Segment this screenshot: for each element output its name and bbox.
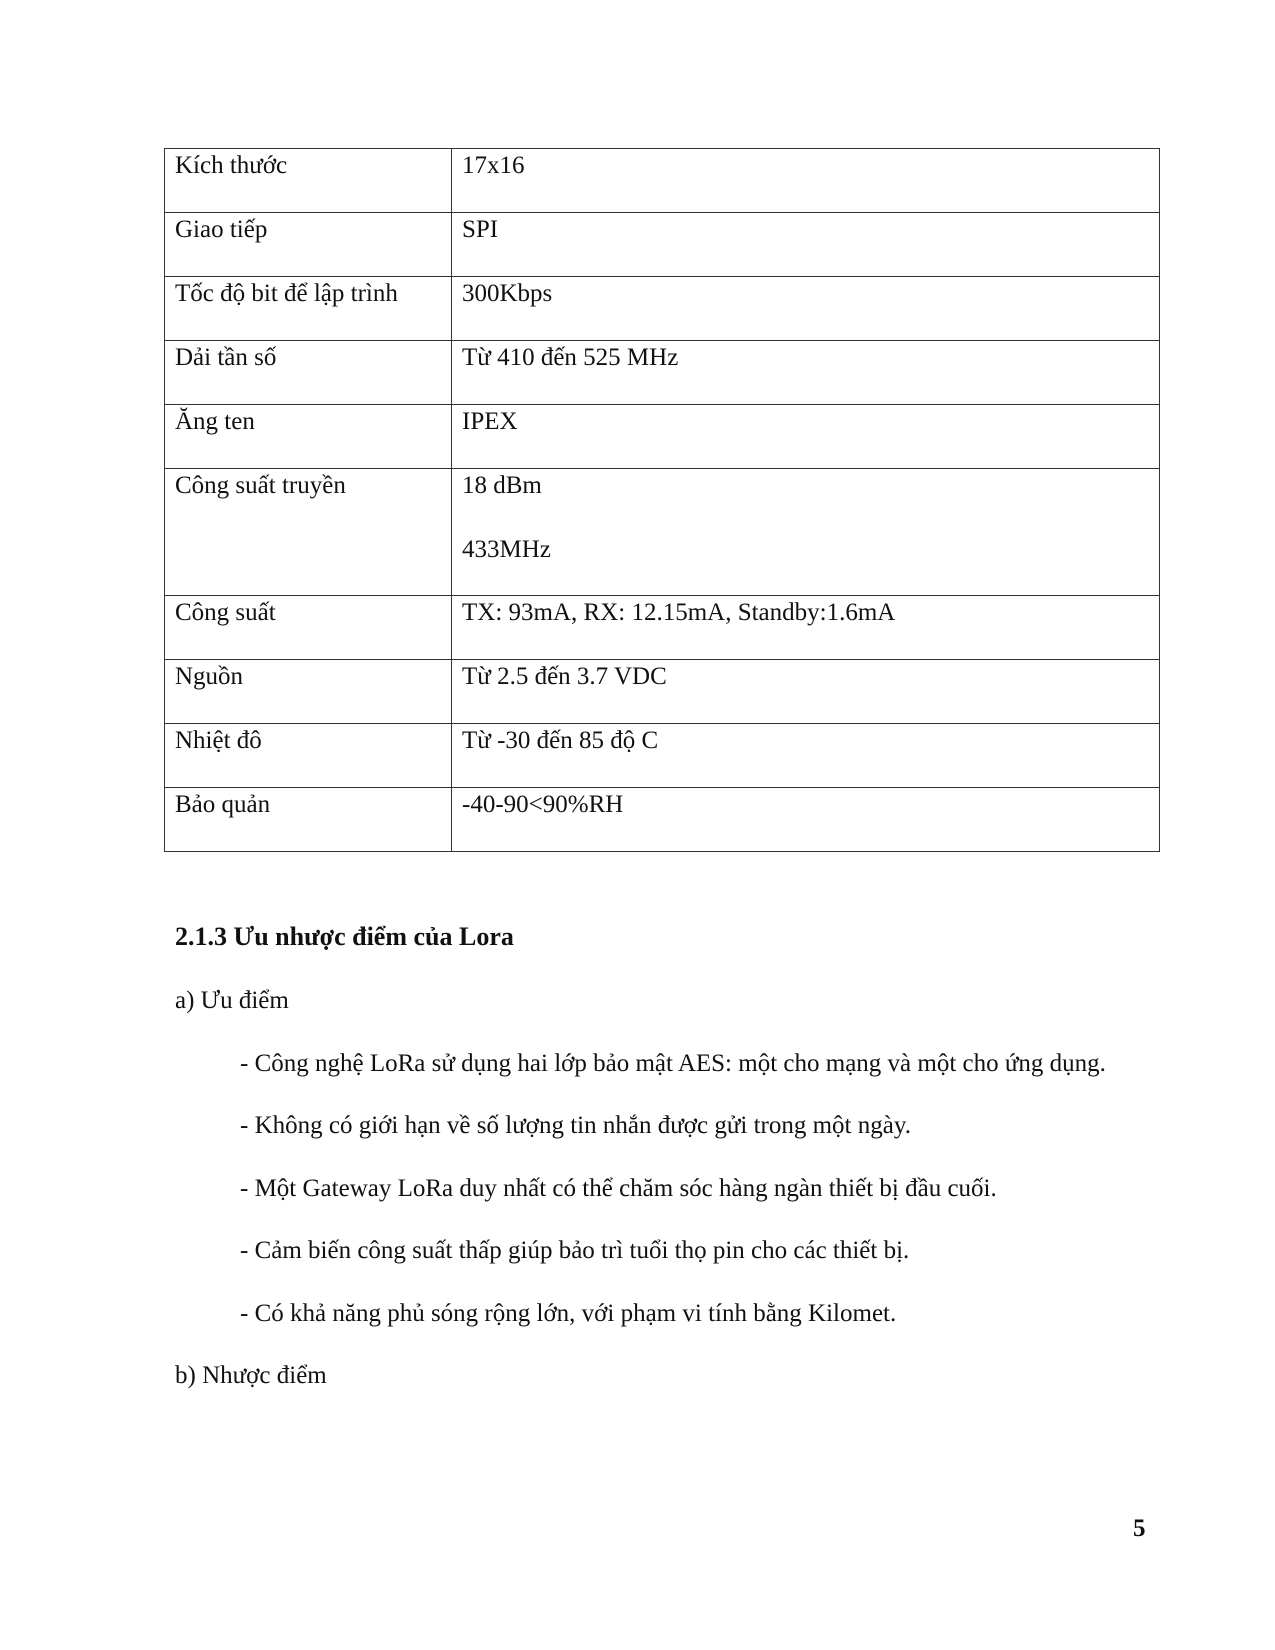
spec-value: Từ 2.5 đến 3.7 VDC — [452, 660, 1160, 724]
spec-value: Từ -30 đến 85 độ C — [452, 724, 1160, 788]
table-row — [165, 660, 1160, 724]
spec-value: TX: 93mA, RX: 12.15mA, Standby:1.6mA — [452, 596, 1160, 660]
table-row — [165, 469, 1160, 596]
spec-value: SPI — [452, 213, 1160, 277]
spec-label: Nhiệt đô — [165, 724, 452, 788]
table-row — [165, 596, 1160, 660]
spec-label: Giao tiếp — [165, 213, 452, 277]
table-row — [165, 277, 1160, 341]
section-heading: 2.1.3 Ưu nhược điểm của Lora — [175, 922, 514, 951]
spec-value: -40-90<90%RH — [452, 788, 1160, 852]
spec-value: 18 dBm — [462, 472, 542, 499]
spec-value: Từ 410 đến 525 MHz — [452, 341, 1160, 405]
advantages-title: a) Ưu điểm — [175, 987, 289, 1014]
spec-label: Công suất truyền — [165, 469, 452, 596]
list-item: - Công nghệ LoRa sử dụng hai lớp bảo mật AES: một cho mạng và một cho ứng dụng. — [240, 1050, 1106, 1077]
spec-label: Tốc độ bit để lập trình — [165, 277, 452, 341]
list-item: - Không có giới hạn về số lượng tin nhắn được gửi trong một ngày. — [240, 1112, 911, 1139]
spec-value: 17x16 — [452, 149, 1160, 213]
spec-table — [164, 148, 1160, 852]
spec-label: Bảo quản — [165, 788, 452, 852]
table-row — [165, 213, 1160, 277]
list-item: - Có khả năng phủ sóng rộng lớn, với phạm vi tính bằng Kilomet. — [240, 1300, 897, 1327]
list-item: - Cảm biến công suất thấp giúp bảo trì tuổi thọ pin cho các thiết bị. — [240, 1237, 910, 1264]
table-row — [165, 341, 1160, 405]
list-item: - Một Gateway LoRa duy nhất có thể chăm sóc hàng ngàn thiết bị đầu cuối. — [240, 1175, 997, 1202]
table-row — [165, 149, 1160, 213]
spec-value-cell — [452, 469, 1160, 596]
spec-label: Kích thước — [165, 149, 452, 213]
disadvantages-title: b) Nhược điểm — [175, 1362, 327, 1389]
spec-value: IPEX — [452, 405, 1160, 469]
spec-label: Nguồn — [165, 660, 452, 724]
table-row — [165, 788, 1160, 852]
spec-label: Công suất — [165, 596, 452, 660]
table-row — [165, 405, 1160, 469]
spec-value-line2: 433MHz — [462, 536, 551, 563]
spec-value: 300Kbps — [452, 277, 1160, 341]
spec-label: Dải tần số — [165, 341, 452, 405]
spec-label: Ăng ten — [165, 405, 452, 469]
page-number: 5 — [1133, 1515, 1146, 1542]
table-row — [165, 724, 1160, 788]
